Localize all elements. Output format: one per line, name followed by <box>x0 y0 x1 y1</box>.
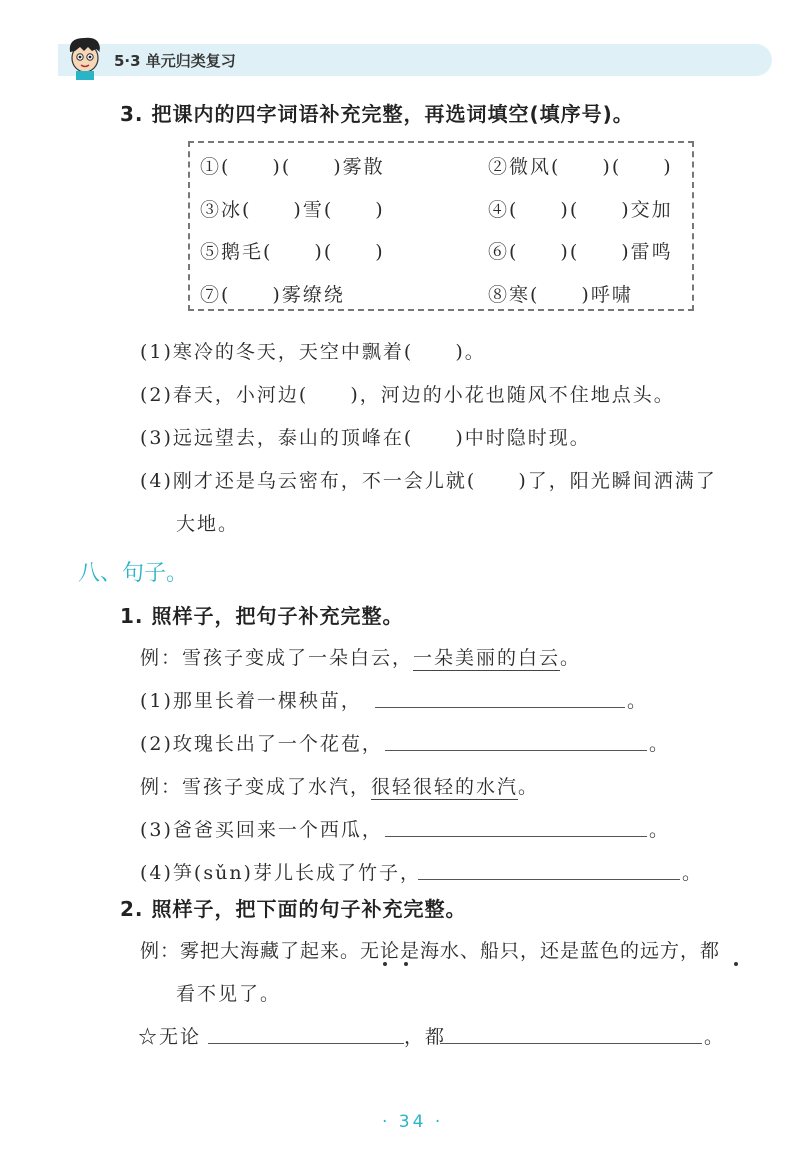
sentence-q1-title: 1. 照样子，把句子补充完整。 <box>120 604 404 628</box>
fill-item-4: (4)刚才还是乌云密布，不一会儿就( )了，阳光瞬间洒满了 <box>140 470 717 492</box>
mascot-boy-icon <box>62 34 108 80</box>
page-number: · 34 · <box>382 1112 444 1132</box>
example-2-prefix: 例：雪孩子变成了水汽， <box>140 776 372 798</box>
example-3-line-1: 例：雾把大海藏了起来。无论是海水、船只，还是蓝色的远方，都 <box>140 940 721 962</box>
question-3-title: 3. 把课内的四字词语补充完整，再选词填空(填序号)。 <box>120 102 634 126</box>
period-3: 。 <box>649 819 671 841</box>
word-item-3: ③冰( )雪( ) <box>200 199 385 221</box>
answer-blank-1[interactable] <box>375 707 625 708</box>
word-item-5: ⑤鹅毛( )( ) <box>200 241 385 263</box>
answer-blank-4[interactable] <box>418 879 680 880</box>
emphasis-dot <box>383 962 387 966</box>
word-item-1: ①( )( )雾散 <box>200 156 385 178</box>
example-2 <box>140 772 539 800</box>
fill-item-2: (2)春天，小河边( )，河边的小花也随风不住地点头。 <box>140 384 675 406</box>
answer-blank-2[interactable] <box>385 750 647 751</box>
emphasis-dot <box>734 962 738 966</box>
example-1-prefix: 例：雪孩子变成了一朵白云， <box>140 647 414 669</box>
sentence-item-4: (4)笋(sǔn)芽儿长成了竹子， <box>140 862 421 884</box>
example-1-suffix: 。 <box>560 647 582 669</box>
fill-item-4-continued: 大地。 <box>176 513 240 535</box>
word-item-6: ⑥( )( )雷鸣 <box>488 241 673 263</box>
example-1 <box>140 643 581 671</box>
period-4: 。 <box>682 862 704 884</box>
word-item-2: ②微风( )( ) <box>488 156 673 178</box>
answer-blank-5[interactable] <box>208 1043 404 1044</box>
sentence-item-2: (2)玫瑰长出了一个花苞， <box>140 733 383 755</box>
word-item-4: ④( )( )交加 <box>488 199 673 221</box>
header-title: 5·3 单元归类复习 <box>114 52 236 70</box>
example-2-underlined: 很轻很轻的水汽 <box>371 772 518 800</box>
period-2: 。 <box>649 733 671 755</box>
fill-item-1: (1)寒冷的冬天，天空中飘着( )。 <box>140 341 486 363</box>
example-1-underlined: 一朵美丽的白云 <box>413 643 560 671</box>
word-item-7: ⑦( )雾缭绕 <box>200 284 345 306</box>
word-item-8: ⑧寒( )呼啸 <box>488 284 633 306</box>
emphasis-dot <box>404 962 408 966</box>
sentence-item-3: (3)爸爸买回来一个西瓜， <box>140 819 383 841</box>
example-3-line-2: 看不见了。 <box>176 983 282 1005</box>
sentence-item-1: (1)那里长着一棵秧苗， <box>140 690 362 712</box>
answer-blank-3[interactable] <box>385 836 647 837</box>
example-2-suffix: 。 <box>518 776 540 798</box>
prompt-middle: ，都 <box>404 1026 447 1048</box>
section-8-title: 八、句子。 <box>78 561 189 586</box>
fill-item-3: (3)远远望去，泰山的顶峰在( )中时隐时现。 <box>140 427 591 449</box>
star-prompt: ☆无论 <box>138 1026 202 1048</box>
prompt-end: 。 <box>704 1026 726 1048</box>
period-1: 。 <box>627 690 649 712</box>
sentence-q2-title: 2. 照样子，把下面的句子补充完整。 <box>120 897 467 921</box>
answer-blank-6[interactable] <box>440 1043 702 1044</box>
